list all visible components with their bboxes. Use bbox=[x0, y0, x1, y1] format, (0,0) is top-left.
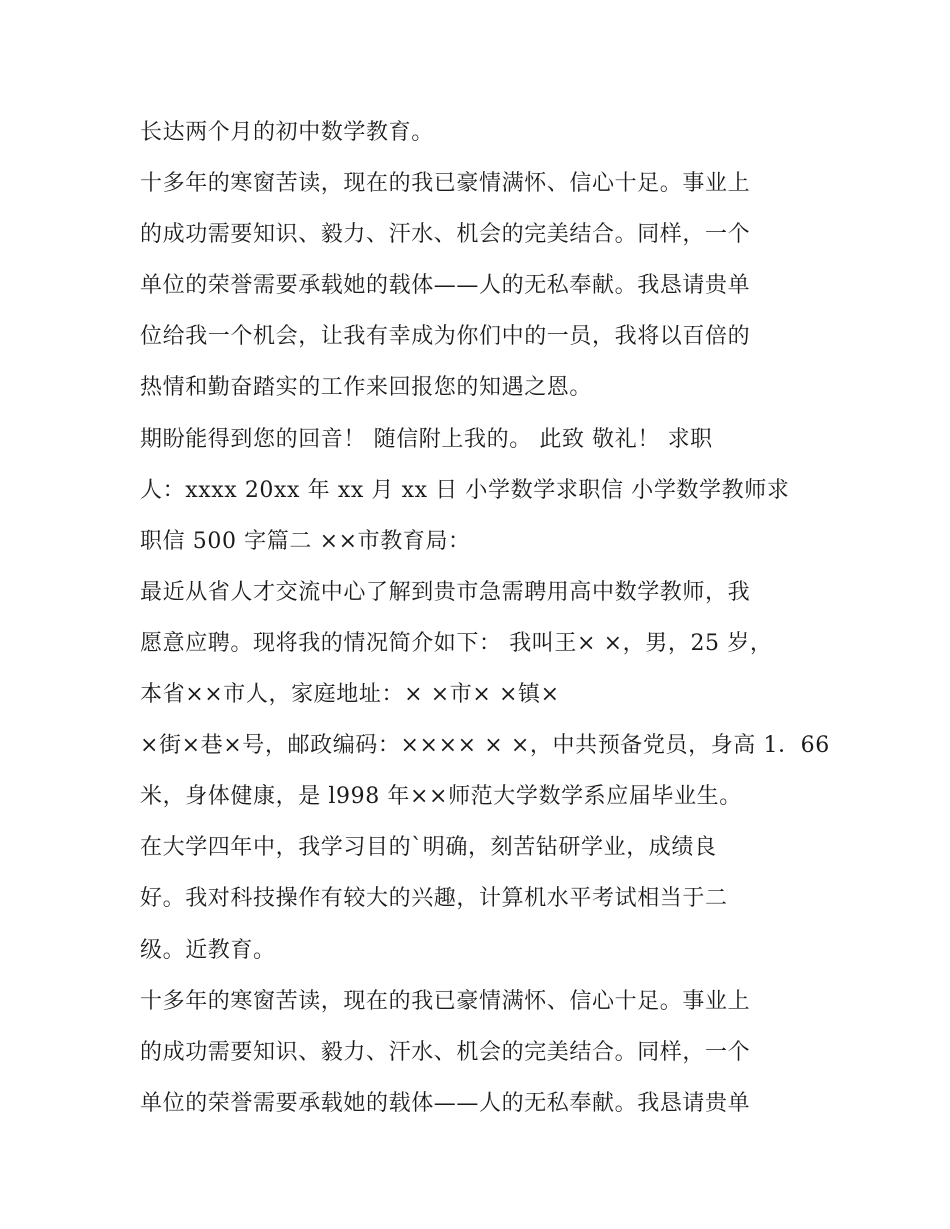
document-body bbox=[140, 107, 830, 1129]
text-line: 本省××市人，家庭地址：× ×市× ×镇× bbox=[140, 682, 560, 708]
text-line: 十多年的寒窗苦读，现在的我已豪情满怀、信心十足。事业上 bbox=[140, 171, 751, 197]
text-line: 米，身体健康，是 l998 年××师范大学数学系应届毕业生。 bbox=[140, 784, 742, 810]
text-line: 的成功需要知识、毅力、汗水、机会的完美结合。同样，一个 bbox=[140, 1039, 751, 1065]
text-line: 长达两个月的初中数学教育。 bbox=[140, 120, 434, 145]
text-line: ×街×巷×号，邮政编码：×××× × ×，中共预备党员，身高 1．66 bbox=[140, 733, 830, 759]
text-line: 期盼能得到您的回音！ 随信附上我的。 此致 敬礼！ 求职 bbox=[140, 426, 713, 452]
text-line: 在大学四年中，我学习目的`明确，刻苦钻研学业，成绩良 bbox=[140, 835, 717, 861]
text-line: 十多年的寒窗苦读，现在的我已豪情满怀、信心十足。事业上 bbox=[140, 988, 751, 1014]
text-line: 好。我对科技操作有较大的兴趣，计算机水平考试相当于二 bbox=[140, 886, 728, 912]
text-line: 单位的荣誉需要承载她的载体——人的无私奉献。我恳请贵单 bbox=[140, 1090, 751, 1116]
text-line: 级。近教育。 bbox=[140, 937, 276, 963]
text-line: 热情和勤奋踏实的工作来回报您的知遇之恩。 bbox=[140, 375, 593, 401]
text-line: 愿意应聘。现将我的情况简介如下： 我叫王× ×，男，25 岁， bbox=[140, 630, 773, 656]
text-line: 位给我一个机会，让我有幸成为你们中的一员，我将以百倍的 bbox=[140, 324, 751, 350]
text-line: 单位的荣誉需要承载她的载体——人的无私奉献。我恳请贵单 bbox=[140, 273, 751, 299]
text-line: 最近从省人才交流中心了解到贵市急需聘用高中数学教师，我 bbox=[140, 579, 751, 605]
text-line: 职信 500 字篇二 ××市教育局： bbox=[140, 528, 471, 554]
text-line: 人：xxxx 20xx 年 xx 月 xx 日 小学数学求职信 小学数学教师求 bbox=[140, 477, 790, 503]
text-line: 的成功需要知识、毅力、汗水、机会的完美结合。同样，一个 bbox=[140, 222, 751, 248]
